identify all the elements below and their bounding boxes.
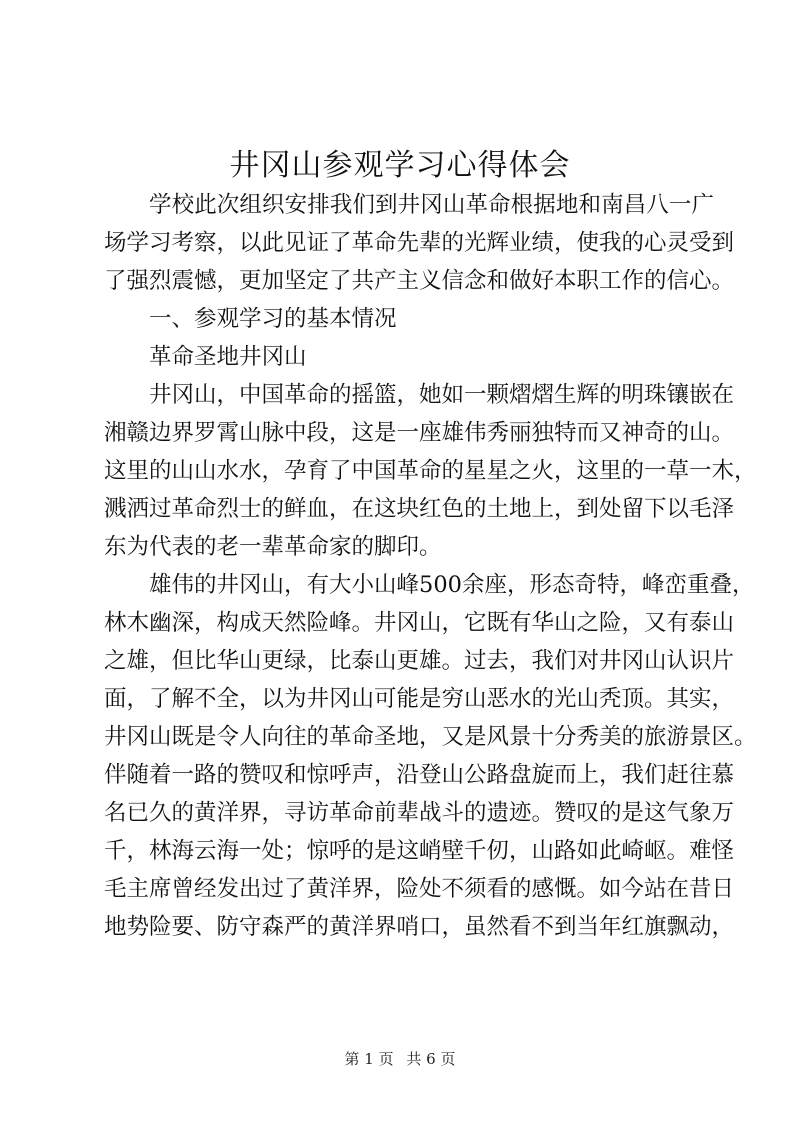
body-text-line: 面，了解不全，以为井冈山可能是穷山恶水的光山秃顶。其实， [104,686,735,712]
page-number: 第 1 页 [344,1050,394,1068]
body-text-line: 东为代表的老一辈革命家的脚印。 [104,534,442,560]
body-text-line: 革命圣地井冈山 [149,344,307,370]
body-text-line: 伴随着一路的赞叹和惊呼声，沿登山公路盘旋而上，我们赶往慕 [104,762,735,788]
body-text-line: 井冈山既是令人向往的革命圣地，又是风景十分秀美的旅游景区。 [104,724,757,750]
body-text-line: 一、参观学习的基本情况 [149,306,397,332]
body-text-line: 之雄，但比华山更绿，比泰山更雄。过去，我们对井冈山认识片 [104,648,735,674]
document-title: 井冈山参观学习心得体会 [229,148,571,183]
body-text-line: 湘赣边界罗霄山脉中段，这是一座雄伟秀丽独特而又神奇的山。 [104,420,735,446]
body-text-line: 林木幽深，构成天然险峰。井冈山，它既有华山之险，又有泰山 [104,610,735,636]
body-text-line: 这里的山山水水，孕育了中国革命的星星之火，这里的一草一木， [104,458,757,484]
body-text-line: 地势险要、防守森严的黄洋界哨口，虽然看不到当年红旗飘动， [104,914,735,940]
body-text-line: 雄伟的井冈山，有大小山峰500余座，形态奇特，峰峦重叠， [149,572,755,598]
body-text-line: 名已久的黄洋界，寻访革命前辈战斗的遗迹。赞叹的是这气象万 [104,800,735,826]
body-text-line: 学校此次组织安排我们到井冈山革命根据地和南昌八一广 [149,192,714,218]
body-text-line: 场学习考察，以此见证了革命先辈的光辉业绩，使我的心灵受到 [104,230,735,256]
body-text-line: 千，林海云海一处；惊呼的是这峭壁千仞，山路如此崎岖。难怪 [104,838,735,864]
body-text-line: 井冈山，中国革命的摇篮，她如一颗熠熠生辉的明珠镶嵌在 [149,382,735,408]
document-body [104,186,757,946]
body-text-line: 溅洒过革命烈士的鲜血，在这块红色的土地上，到处留下以毛泽 [104,496,735,522]
body-text-line: 毛主席曾经发出过了黄洋界，险处不须看的感慨。如今站在昔日 [104,876,735,902]
page-total: 共 6 页 [406,1050,456,1068]
page-footer [0,1048,800,1069]
body-text-line: 了强烈震憾，更加坚定了共产主义信念和做好本职工作的信心。 [104,268,735,294]
